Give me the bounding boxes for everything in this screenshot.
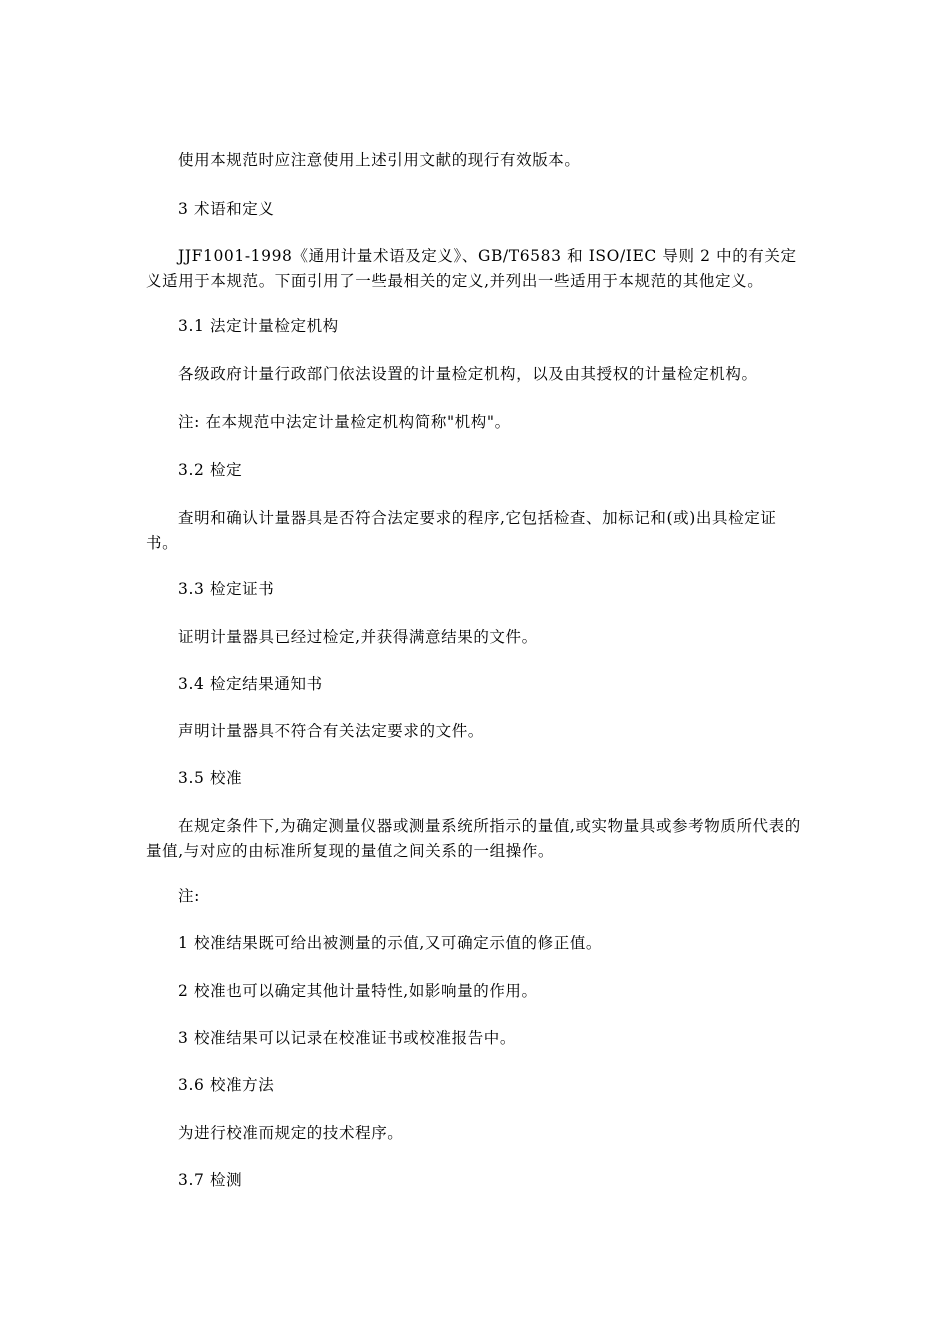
paragraph-terms-intro: JJF1001-1998《通用计量术语及定义》、GB/T6583 和 ISO/IEC 导则 2 中的有关定义适用于本规范。下面引用了一些最相关的定义,并列出一些适用于本规范的其他定义。	[146, 247, 797, 290]
term-heading-3-4: 3.4 检定结果通知书	[178, 675, 323, 693]
term-note-item-3: 3 校准结果可以记录在校准证书或校准报告中。	[178, 1029, 516, 1047]
term-note-3-1: 注: 在本规范中法定计量检定机构简称"机构"。	[178, 413, 511, 431]
term-definition-3-5: 在规定条件下,为确定测量仪器或测量系统所指示的量值,或实物量具或参考物质所代表的量值,与对应的由标准所复现的量值之间关系的一组操作。	[146, 817, 801, 860]
term-heading-3-1: 3.1 法定计量检定机构	[178, 317, 339, 335]
term-definition-3-3: 证明计量器具已经过检定,并获得满意结果的文件。	[178, 628, 538, 646]
term-note-label-3-5: 注:	[178, 887, 200, 905]
term-heading-3-2: 3.2 检定	[178, 461, 243, 479]
term-heading-3-5: 3.5 校准	[178, 769, 243, 787]
term-definition-3-2: 查明和确认计量器具是否符合法定要求的程序,它包括检查、加标记和(或)出具检定证书。	[146, 509, 777, 552]
term-definition-3-6: 为进行校准而规定的技术程序。	[178, 1124, 404, 1142]
term-note-item-2: 2 校准也可以确定其他计量特性,如影响量的作用。	[178, 982, 538, 1000]
term-heading-3-7: 3.7 检测	[178, 1171, 243, 1189]
section-heading-terms: 3 术语和定义	[178, 200, 275, 218]
term-definition-3-4: 声明计量器具不符合有关法定要求的文件。	[178, 722, 484, 740]
term-heading-3-3: 3.3 检定证书	[178, 580, 275, 598]
term-heading-3-6: 3.6 校准方法	[178, 1076, 275, 1094]
term-definition-3-1: 各级政府计量行政部门依法设置的计量检定机构，以及由其授权的计量检定机构。	[178, 365, 758, 383]
paragraph-reference-note: 使用本规范时应注意使用上述引用文献的现行有效版本。	[178, 151, 581, 169]
term-note-item-1: 1 校准结果既可给出被测量的示值,又可确定示值的修正值。	[178, 934, 603, 952]
